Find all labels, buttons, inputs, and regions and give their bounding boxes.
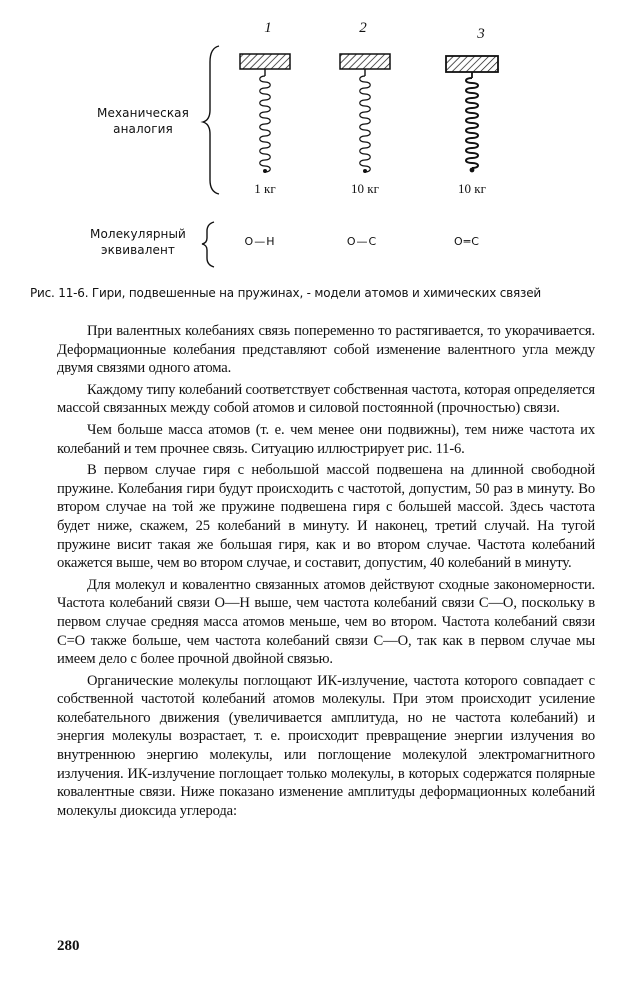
column-number-2: 2 (359, 20, 367, 36)
mass-label-1: 1 кг (254, 181, 276, 196)
paragraph-2: Каждому типу колебаний соответствует собственная частота, которая определяется массой связанных между собой атомов и силовой постоянной (прочностью) связи. (57, 381, 595, 417)
formula-o-c-double: O═C (454, 235, 480, 248)
paragraph-6: Органические молекулы поглощают ИК-излучение, частота которого совпадает с собственной частотой колебаний атомов молекулы. При этом происходит усиление колебательного движения (увеличивается амплитуда, но не частота колебаний) и энергия молекулы возрастает, т. е. происходит превращение энергии излучения во внутреннюю энергию молекулы, или поглощение молекулой электромагнитного излучения. ИК-излучение поглощает только молекулы, в которых содержатся полярные ковалентные связи. Ниже показано изменение амплитуды деформационных колебаний молекулы диоксида углерода: (57, 672, 595, 819)
spring-weight-1 (240, 54, 290, 173)
mechanical-label-line1: Механическая (97, 106, 189, 120)
figure-caption: Рис. 11-6. Гири, подвешенные на пружинах, - модели атомов и химических связей (30, 286, 541, 300)
spring-weight-2 (340, 54, 390, 173)
body-text (57, 322, 595, 823)
column-number-3: 3 (477, 26, 485, 42)
formula-o-c: O—C (346, 235, 378, 248)
spring-weight-3 (446, 56, 498, 172)
figure-11-6 (0, 0, 643, 300)
paragraph-4: В первом случае гиря с небольшой массой подвешена на длинной свободной пружине. Колебания гири будут происходить с частотой, допустим, 50 раз в минуту. Во втором случае на той же пружине подвешена гиря с большей массой. Здесь частота будет ниже, скажем, 25 колебаний в минуту. И наконец, третий случай. На тугой пружине висит такая же большая гиря, как и во втором случае. Частота колебаний окажется выше, чем во втором случае, и составит, допустим, 40 колебаний в минуту. (57, 462, 595, 572)
column-number-1: 1 (264, 20, 272, 36)
mass-label-3: 10 кг (458, 181, 486, 196)
molecular-brace (202, 222, 214, 267)
paragraph-5: Для молекул и ковалентно связанных атомов действуют сходные закономерности. Частота колебаний связи O—H выше, чем частота колебаний связи C—O, поскольку в первом случае средняя масса атомов меньше, чем во втором. Частота колебаний связи C=O также больше, чем частота колебаний связи C—O, так как в первом случае мы имеем дело с более прочной двойной связью. (57, 576, 595, 668)
paragraph-3: Чем больше масса атомов (т. е. чем менее они подвижны), тем ниже частота их колебаний и тем прочнее связь. Ситуацию иллюстрирует рис. 11-6. (57, 421, 595, 457)
molecular-equivalent-label (82, 226, 194, 258)
mechanical-brace (203, 46, 219, 194)
mechanical-label-line2: аналогия (113, 122, 173, 136)
mass-label-2: 10 кг (351, 181, 379, 196)
formula-o-h: O—H (244, 235, 276, 248)
page-number: 280 (57, 938, 80, 954)
molecular-label-line1: Молекулярный (90, 227, 186, 241)
paragraph-1: При валентных колебаниях связь попеременно то растягивается, то укорачивается. Деформационные колебания представляют собой изменение валентного угла между двумя связями одного атома. (57, 323, 595, 377)
molecular-label-line2: эквивалент (100, 243, 176, 257)
